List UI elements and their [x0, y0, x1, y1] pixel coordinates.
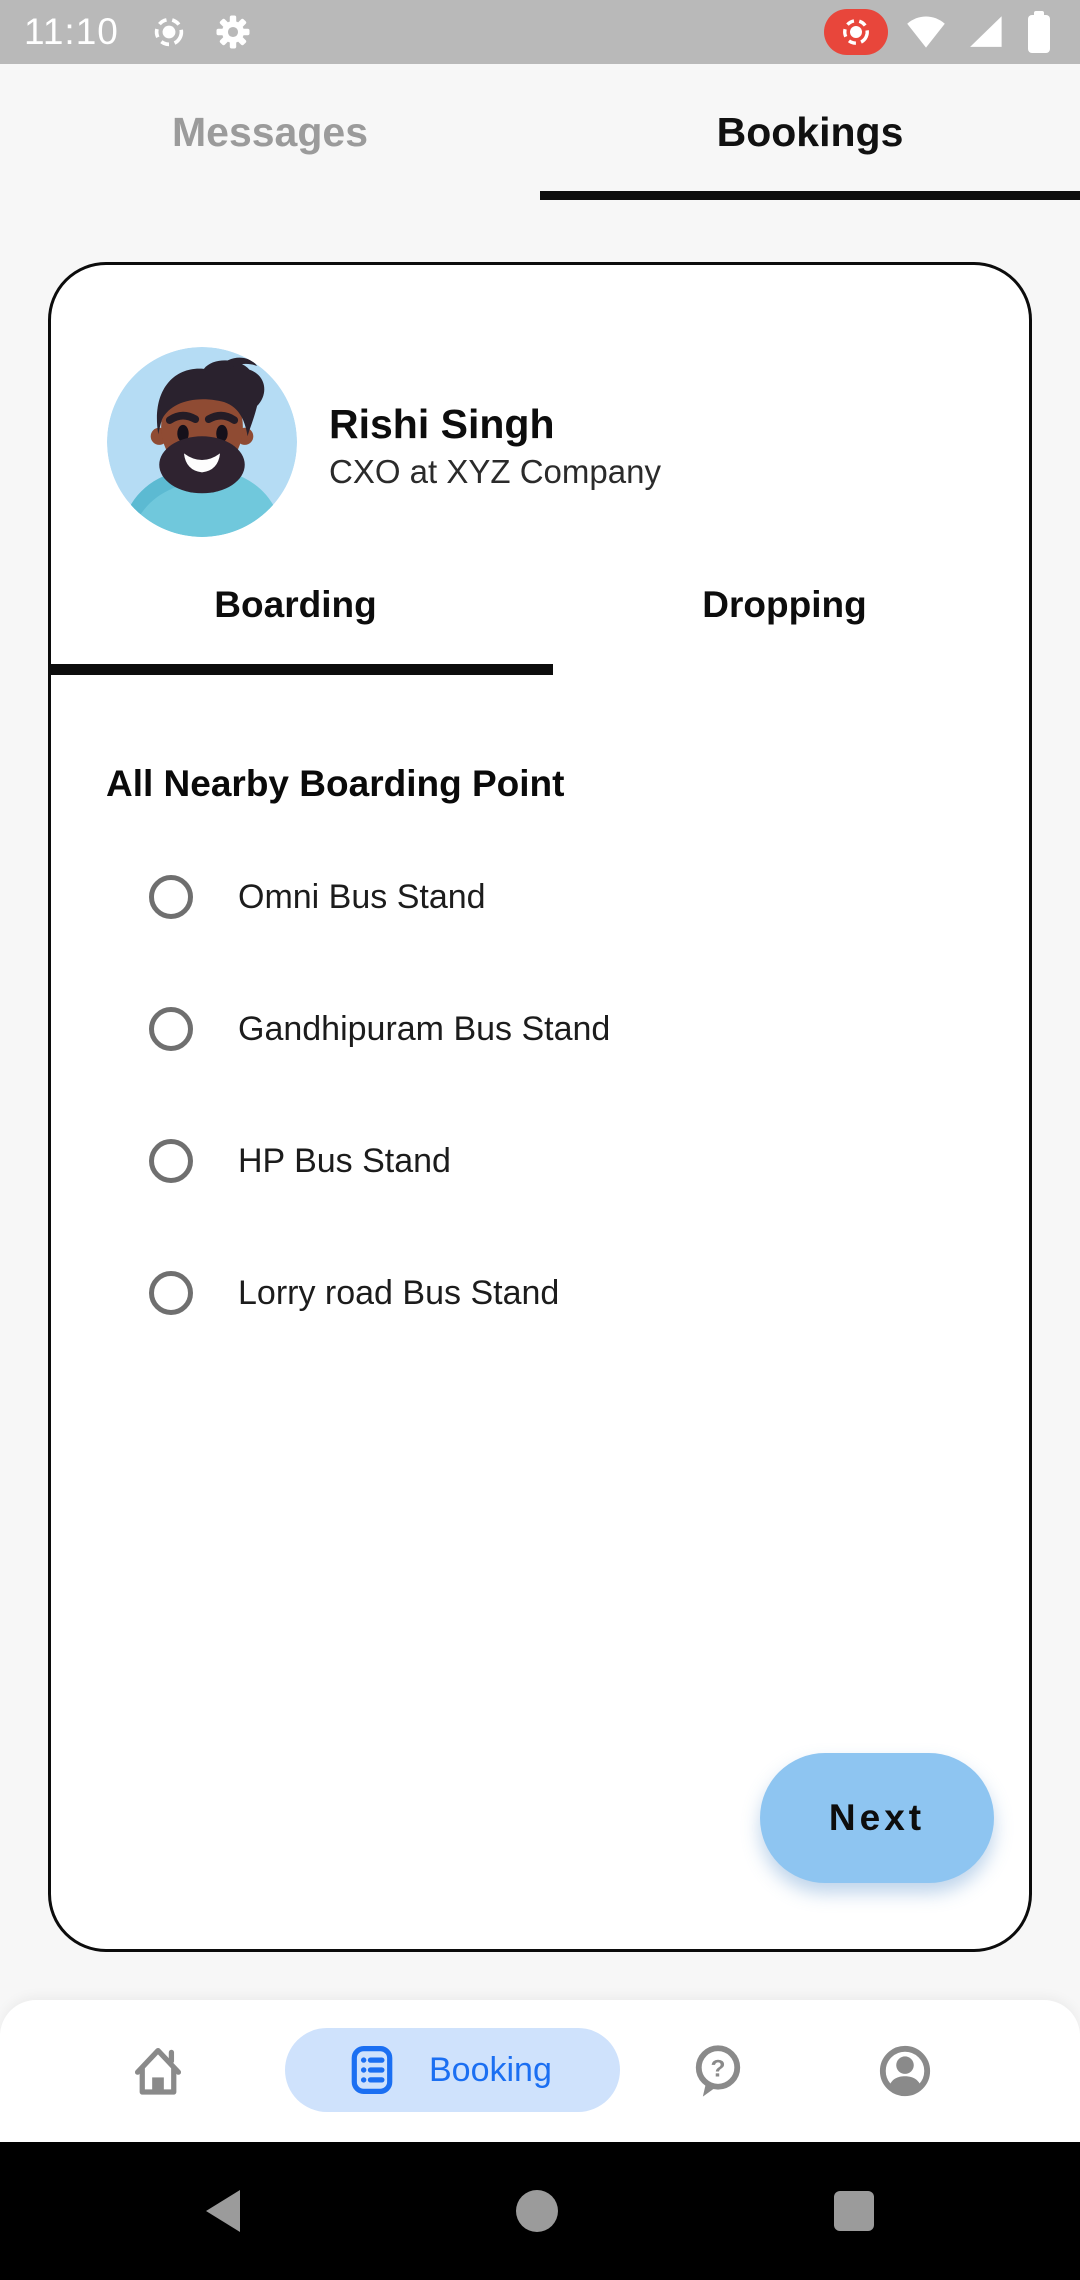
- boarding-tab-underline: [48, 664, 553, 675]
- radio-icon[interactable]: [149, 875, 193, 919]
- gear-icon: [211, 10, 255, 54]
- nav-booking-pill[interactable]: [285, 2028, 620, 2112]
- tab-messages[interactable]: Messages: [171, 108, 368, 155]
- wifi-icon: [904, 10, 948, 54]
- screen-record-badge-icon: [824, 9, 888, 55]
- list-icon: [347, 2045, 397, 2095]
- top-tab-bar: [0, 64, 1080, 200]
- back-icon[interactable]: [206, 2190, 240, 2232]
- tab-dropping[interactable]: Dropping: [702, 584, 867, 625]
- avatar: [107, 347, 297, 537]
- signal-icon: [964, 11, 1006, 53]
- help-icon[interactable]: [690, 2043, 746, 2099]
- boarding-point-option-hp[interactable]: [149, 1137, 451, 1185]
- profile-icon[interactable]: [877, 2043, 933, 2099]
- radio-icon[interactable]: [149, 1007, 193, 1051]
- option-label: HP Bus Stand: [238, 1142, 451, 1180]
- status-time: 11:10: [24, 11, 119, 52]
- battery-icon: [1022, 9, 1056, 55]
- card-tab-bar: [51, 565, 1029, 645]
- radio-icon[interactable]: [149, 1139, 193, 1183]
- option-label: Lorry road Bus Stand: [238, 1274, 560, 1312]
- next-button[interactable]: Next: [760, 1753, 994, 1883]
- booking-card: [48, 262, 1032, 1952]
- recents-icon[interactable]: [834, 2191, 874, 2231]
- boarding-point-option-omni[interactable]: [149, 873, 486, 921]
- option-label: Omni Bus Stand: [238, 878, 486, 916]
- boarding-point-option-gandhipuram[interactable]: [149, 1005, 610, 1053]
- status-right-icons: [824, 9, 1056, 55]
- profile-name: Rishi Singh: [329, 401, 555, 447]
- active-tab-underline: [540, 191, 1080, 200]
- android-navigation-bar: [0, 2142, 1080, 2280]
- screen-record-icon: [147, 10, 191, 54]
- tab-boarding[interactable]: Boarding: [214, 584, 377, 625]
- home-icon[interactable]: [130, 2043, 186, 2099]
- section-title: All Nearby Boarding Point: [106, 763, 565, 804]
- tab-bookings[interactable]: Bookings: [716, 108, 904, 155]
- nav-booking-label: Booking: [429, 2050, 552, 2089]
- home-circle-icon[interactable]: [516, 2190, 558, 2232]
- boarding-point-option-lorry-road[interactable]: [149, 1269, 559, 1317]
- radio-icon[interactable]: [149, 1271, 193, 1315]
- bottom-nav: [0, 2000, 1080, 2142]
- status-bar: [0, 0, 1080, 64]
- profile-subtitle: CXO at XYZ Company: [329, 453, 661, 490]
- option-label: Gandhipuram Bus Stand: [238, 1010, 611, 1048]
- svg-text:?: ?: [710, 2055, 726, 2083]
